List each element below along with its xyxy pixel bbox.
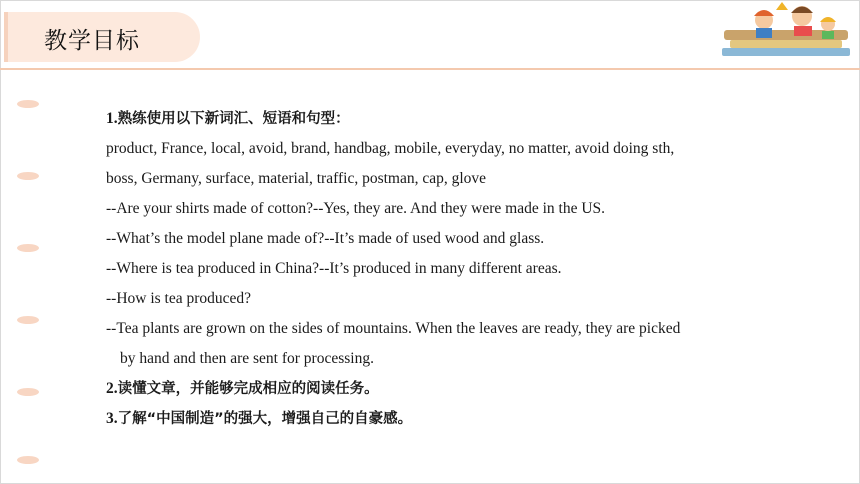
kids-reading-illustration-icon xyxy=(716,0,856,60)
sentence-line-continued: by hand and then are sent for processing. xyxy=(120,350,374,367)
sentence-line: --How is tea produced? xyxy=(106,290,252,307)
sentence-line: --What’s the model plane made of?--It’s made of used wood and glass. xyxy=(106,230,545,247)
margin-decoration xyxy=(14,98,42,468)
page-title: 教学目标 xyxy=(44,28,140,54)
vocab-line-1: product, France, local, avoid, brand, handbag, mobile, everyday, no matter, avoid doing sth, xyxy=(106,140,675,157)
objective-3-number: 3. xyxy=(106,410,118,427)
objective-1-title: 熟练使用以下新词汇、短语和句型： xyxy=(117,111,350,127)
sentence-line: --Are your shirts made of cotton?--Yes, they are. And they were made in the US. xyxy=(106,200,606,217)
objective-3 xyxy=(106,404,806,434)
vocab-line-2: boss, Germany, surface, material, traffic, postman, cap, glove xyxy=(106,170,487,187)
objective-2-text: 读懂文章，并能够完成相应的阅读任务。 xyxy=(117,381,379,397)
objective-2-number: 2. xyxy=(106,380,118,397)
objective-3-text: 了解“中国制造”的强大，增强自己的自豪感。 xyxy=(117,411,413,427)
objectives-body xyxy=(106,104,806,434)
objective-2 xyxy=(106,374,806,404)
sentence-line: --Tea plants are grown on the sides of mountains. When the leaves are ready, they are picked xyxy=(106,320,681,337)
sentence-line: --Where is tea produced in China?--It’s produced in many different areas. xyxy=(106,260,562,277)
objective-1-heading xyxy=(106,104,806,134)
header-divider xyxy=(0,68,860,70)
objective-1-number: 1. xyxy=(106,110,118,127)
